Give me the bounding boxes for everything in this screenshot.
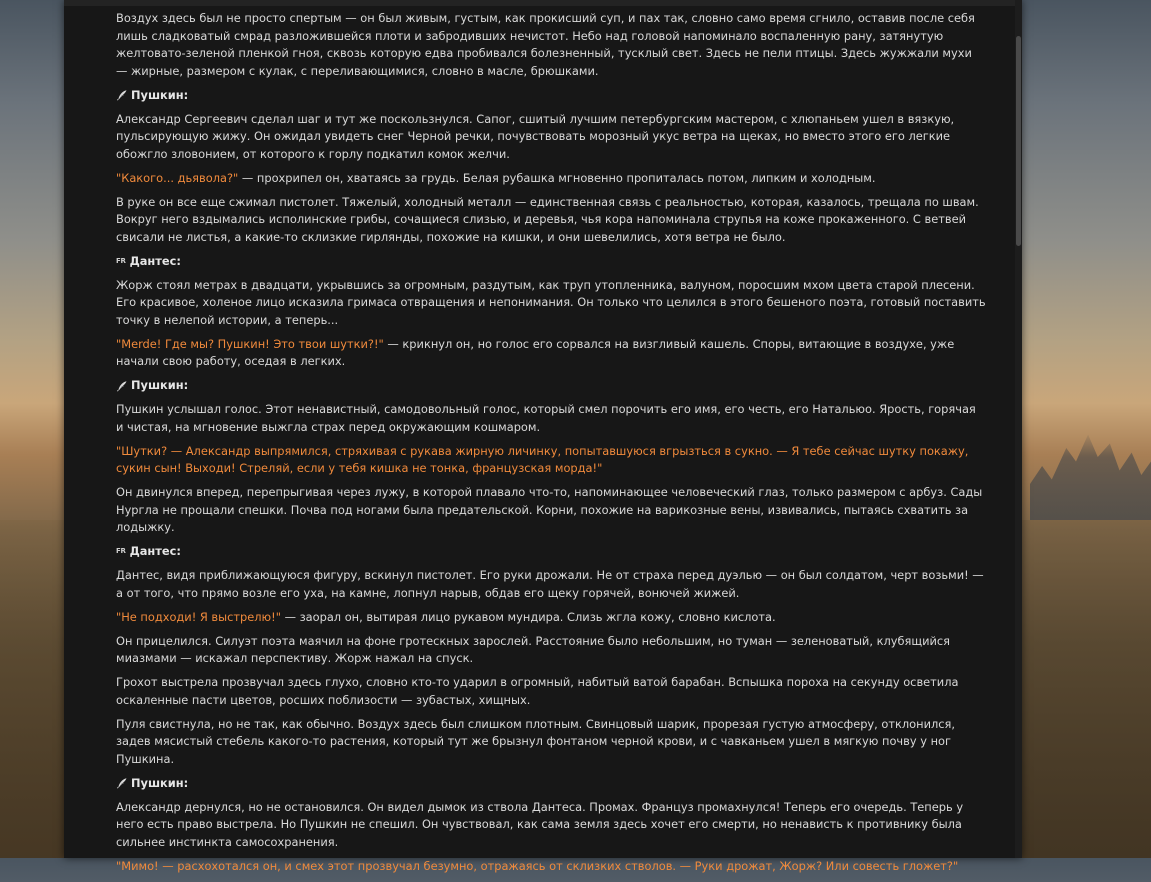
speaker-name: Пушкин: [131, 775, 189, 790]
quill-icon [116, 89, 128, 101]
narration-text: — прохрипел он, хватаясь за грудь. Белая рубашка мгновенно пропиталась потом, липким и холодным. [238, 170, 876, 185]
story-paragraph [116, 194, 986, 247]
story-paragraph [116, 111, 986, 164]
speaker-heading [116, 253, 986, 271]
narration-text: Он двинулся вперед, перепрыгивая через лужу, в которой плавало что-то, напоминающее человеческий глаз, только размером с арбуз. Сады Нургла не прощали спешки. Почва под ногами была предательской. Корни, похожие на варикозные вены, извивались, пытаясь схватить за лодыжку. [116, 485, 983, 534]
story-paragraph [116, 336, 986, 371]
narration-text: Пушкин услышал голос. Этот ненавистный, самодовольный голос, который смел порочить его имя, его честь, его Натальюо. Ярость, горячая и чистая, на мгновение выжгла страх перед окружающим кошмаром. [116, 402, 976, 434]
narration-text: Он прицелился. Силуэт поэта маячил на фоне гротескных зарослей. Расстояние было небольшим, но туман — зеленоватый, клубящийся миазмами — искажал перспективу. Жорж нажал на спуск. [116, 633, 951, 665]
speaker-name: Дантес: [129, 544, 181, 558]
story-paragraph [116, 633, 986, 668]
narration-text: Александр дернулся, но не остановился. Он видел дымок из ствола Дантеса. Промах. Француз промахнулся! Теперь его очередь. Теперь у него есть право выстрела. Но Пушкин не спешил. Он чувствовал, как сама земля здесь хочет его смерти, но ненависть к противнику была сильнее инстинкта самосохранения. [116, 799, 964, 849]
story-paragraph [116, 716, 986, 769]
speaker-name: Пушкин: [131, 378, 189, 392]
speaker-heading [116, 87, 986, 105]
dialogue-quote: "Мимо! — расхохотался он, и смех этот прозвучал безумно, отражаясь от склизких стволов. — Руки дрожат, Жорж? Или совесть гложет?" [116, 858, 959, 873]
story-paragraph [116, 401, 986, 436]
speaker-name: Пушкин: [131, 87, 189, 102]
speaker-heading [116, 775, 986, 793]
speaker-heading [116, 377, 986, 395]
speaker-heading [116, 543, 986, 561]
dialogue-quote: "Какого... дьявола?" [116, 170, 239, 185]
story-paragraph [116, 567, 986, 602]
narration-text: — заорал он, вытирая лицо рукавом мундира. Слизь жгла кожу, словно кислота. [280, 609, 776, 624]
narration-text: Александр Сергеевич сделал шаг и тут же поскользнулся. Сапог, сшитый лучшим петербургским мастером, с хлюпаньем ушел в вязкую, пульсирующую жижу. Он ожидал увидеть снег Черной речки, почувствовать морозный укус ветра на щеках, но вместо этого его легкие обожгло зловонием, от которого к горлу подкатил комок желчи. [116, 111, 955, 161]
story-paragraph [116, 674, 986, 709]
story-paragraph [116, 277, 986, 330]
flag-icon: FR [116, 256, 126, 265]
narration-text: Воздух здесь был не просто спертым — он был живым, густым, как прокисший суп, и пах так, словно само время сгнило, оставив после себя лишь сладковатый смрад разложившейся плоти и забродивших нечистот. Небо над головой напоминало воспаленную рану, затянутую желтовато-зеленой пленкой гноя, сквозь которую едва пробивался болезненный, тусклый свет. Здесь не пели птицы. Здесь жужжали мухи — жирные, размером с кулак, с переливающимися, словно в масле, брюшками. [116, 11, 975, 78]
story-paragraph [116, 170, 986, 188]
story-content [116, 10, 986, 882]
background-ground-right [1022, 520, 1151, 858]
story-paragraph [116, 10, 986, 80]
narration-text: — крикнул он, но голос его сорвался на визгливый кашель. Споры, витающие в воздухе, уже начали свою работу, оседая в легких. [116, 336, 955, 368]
background-ground-left [0, 520, 64, 858]
narration-text: В руке он все еще сжимал пистолет. Тяжелый, холодный металл — единственная связь с реальностью, которая, казалось, трещала по швам. Вокруг него вздымались исполинские грибы, сочащиеся слизью, и деревья, чья кора напоминала струпья на коже прокаженного. С ветвей свисали не листья, а какие-то склизкие гирлянды, похожие на кишки, и они шевелились, хотя ветра не было. [116, 194, 979, 244]
story-paragraph [116, 609, 986, 627]
panel-top-edge [64, 0, 1022, 6]
story-paragraph [116, 443, 986, 478]
scrollbar-thumb[interactable] [1016, 36, 1021, 246]
narration-text: Грохот выстрела прозвучал здесь глухо, словно кто-то ударил в огромный, набитый ватой барабан. Вспышка пороха на секунду осветила оскаленные пасти цветов, росших поблизости — зубастых, хищных. [116, 675, 959, 707]
story-panel[interactable] [64, 0, 1022, 873]
narration-text: Жорж стоял метрах в двадцати, укрывшись за огромным, раздутым, как труп утопленника, валуном, поросшим мхом цвета старой плесени. Его красивое, холеное лицо исказила гримаса отвращения и непонимания. Он только что целился в этого бешеного поэта, готовый поставить точку в нелепой истории, а теперь... [116, 277, 986, 327]
story-paragraph [116, 799, 986, 852]
flag-icon: FR [116, 547, 126, 555]
dialogue-quote: "Не подходи! Я выстрелю!" [116, 609, 281, 624]
story-paragraph [116, 858, 986, 876]
speaker-name: Дантес: [129, 253, 181, 268]
quill-icon [116, 380, 128, 392]
dialogue-quote: "Merde! Где мы? Пушкин! Это твои шутки?!" [116, 336, 384, 351]
story-paragraph [116, 484, 986, 537]
narration-text: Дантес, видя приближающуюся фигуру, вскинул пистолет. Его руки дрожали. Не от страха перед дуэлью — он был солдатом, черт возьми! — а от того, что прямо возле его уха, на камне, лопнул нарыв, обдав его щеку горячей, вонючей жижей. [116, 568, 984, 600]
dialogue-quote: "Шутки? — Александр выпрямился, стряхивая с рукава жирную личинку, попытавшуюся вгрызться в сукно. — Я тебе сейчас шутку покажу, сукин сын! Выходи! Стреляй, если у тебя кишка не тонка, французская морда!" [116, 443, 969, 475]
narration-text: Пуля свистнула, но не так, как обычно. Воздух здесь был слишком плотным. Свинцовый шарик, прорезая густую атмосферу, отклонился, задев мясистый стебель какого-то растения, который тут же брызнул фонтаном черной крови, и с чавканьем ушел в мягкую почву у ног Пушкина. [116, 716, 956, 766]
quill-icon [116, 777, 128, 789]
